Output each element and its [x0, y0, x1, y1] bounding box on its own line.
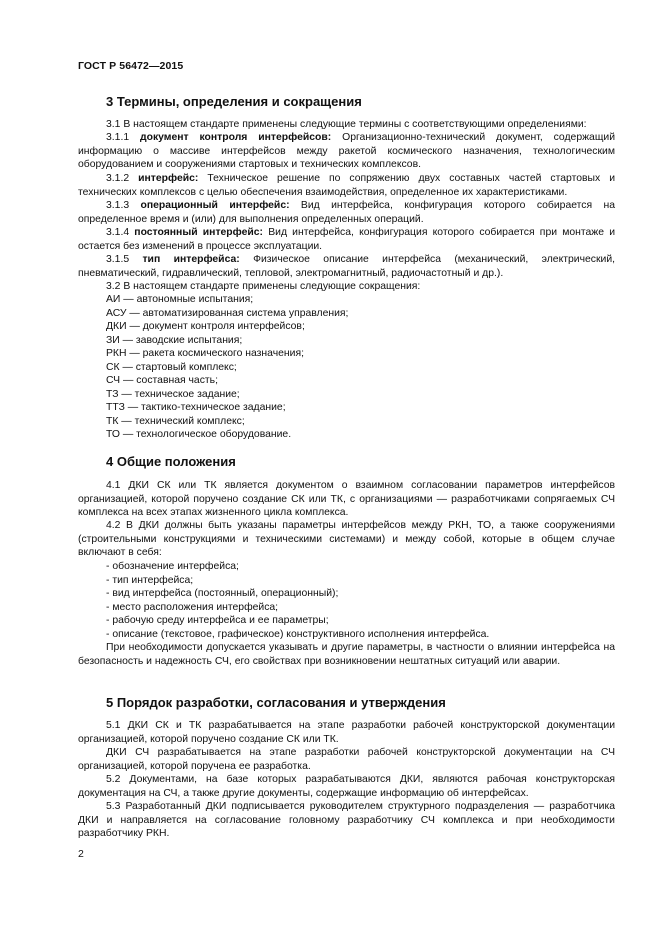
term-number: 3.1.5	[106, 254, 143, 265]
abbreviation-item: ЗИ — заводские испытания;	[106, 334, 243, 346]
paragraph-5-3: 5.3 Разработанный ДКИ подписывается руководителем структурного подразделения — разработчика ДКИ и направляется на согласование головному разработчику СЧ комплекса и при необходимости разработчику РКН.	[78, 801, 615, 839]
term-number: 3.1.4	[106, 227, 135, 238]
abbreviation-item: СЧ — составная часть;	[106, 375, 218, 386]
parameter-list-item: - рабочую среду интерфейса и ее параметры;	[106, 615, 329, 626]
parameter-list-item: - вид интерфейса (постоянный, операционный);	[106, 588, 339, 599]
paragraph-5-2: 5.2 Документами, на базе которых разрабатываются ДКИ, являются рабочая конструкторская документация на СЧ, а также другие документы, содержащие информацию об интерфейсах.	[78, 774, 615, 799]
section-4-title: 4 Общие положения	[106, 454, 236, 469]
term-3-1-2	[78, 172, 615, 199]
abbreviation-item: АИ — автономные испытания;	[106, 294, 254, 305]
term-name: постоянный интерфейс:	[134, 227, 264, 238]
term-3-1-1	[78, 131, 615, 172]
term-name: интерфейс:	[138, 173, 199, 184]
abbreviation-item: СК — стартовый комплекс;	[106, 361, 237, 373]
parameter-list-item: - тип интерфейса;	[106, 574, 194, 586]
term-definition: Физическое описание интерфейса (механический, электрический, пневматический, гидравлический, тепловой, электромагнитный, радиочастотный и др.).	[78, 254, 616, 279]
paragraph-5-1: 5.1 ДКИ СК и ТК разрабатывается на этапе разработки рабочей конструкторской документации организацией, которой поручено создание СК или ТК.	[78, 720, 615, 745]
section-3-title: 3 Термины, определения и сокращения	[106, 94, 362, 109]
term-definition: Вид интерфейса, конфигурация которого собирается при монтаже и остается без изменений в процессе эксплуатации.	[78, 227, 615, 252]
paragraph-4-2: 4.2 В ДКИ должны быть указаны параметры интерфейсов между РКН, ТО, а также сооружениями (строительными конструкциями и техническими системами) и между собой, которые в общем случае включают в себя:	[78, 520, 615, 558]
term-name: тип интерфейса:	[142, 254, 240, 265]
section-5-title: 5 Порядок разработки, согласования и утверждения	[106, 695, 446, 710]
parameter-list-item: - описание (текстовое, графическое) конструктивного исполнения интерфейса.	[106, 628, 490, 640]
abbreviation-item: ТО — технологическое оборудование.	[106, 429, 292, 440]
term-definition: Организационно-технический документ, содержащий информацию о массиве интерфейсов между ракетой космического назначения, технологическим оборудованием и сооружениями стартовых и технических комплексов.	[78, 132, 615, 170]
term-number: 3.1.3	[106, 200, 141, 211]
paragraph-4-1: 4.1 ДКИ СК или ТК является документом о взаимном согласовании параметров интерфейсов организацией, которой поручено создание СК или ТК, с организациями — разработчиками сопрягаемых СЧ комплекса на всех этапах жизненного цикла комплекса.	[78, 480, 615, 518]
parameter-list-item: - место расположения интерфейса;	[106, 601, 279, 613]
abbreviation-item: АСУ — автоматизированная система управления;	[106, 307, 349, 319]
paragraph-5-1-b: ДКИ СЧ разрабатывается на этапе разработки рабочей конструкторской документации на СЧ организацией, которой поручена ее разработка.	[78, 747, 615, 772]
term-number: 3.1.2	[106, 173, 139, 184]
parameter-list-item: - обозначение интерфейса;	[106, 561, 239, 572]
standard-header: ГОСТ Р 56472—2015	[78, 60, 184, 72]
abbreviation-item: ТЗ — техническое задание;	[106, 388, 240, 400]
term-number: 3.1.1	[106, 132, 140, 143]
term-definition: Вид интерфейса, конфигурация которого собирается на определенное время и (или) для выполнения определенных операций.	[78, 200, 616, 225]
term-3-1-4	[78, 226, 615, 253]
paragraph-3-1: 3.1 В настоящем стандарте применены следующие термины с соответствующими определениями:	[106, 119, 587, 130]
page-number: 2	[78, 848, 84, 860]
term-name: документ контроля интерфейсов:	[140, 132, 332, 143]
term-definition: Техническое решение по сопряжению двух составных частей стартовых и технических комплексов с целью обеспечения взаимодействия, определенное их характеристиками.	[78, 173, 616, 198]
paragraph-3-2: 3.2 В настоящем стандарте применены следующие сокращения:	[106, 281, 421, 292]
abbreviation-item: ТТЗ — тактико-техническое задание;	[106, 402, 286, 413]
term-3-1-3	[78, 199, 615, 226]
abbreviation-item: РКН — ракета космического назначения;	[106, 348, 304, 359]
abbreviation-item: ТК — технический комплекс;	[106, 415, 245, 427]
abbreviation-item: ДКИ — документ контроля интерфейсов;	[106, 321, 305, 332]
term-3-1-5	[78, 253, 615, 280]
term-name: операционный интерфейс:	[140, 200, 290, 211]
paragraph-4-extra: При необходимости допускается указывать и другие параметры, в частности о влиянии интерфейса на безопасность и надежность СЧ, его свойствах при возникновении нештатных ситуаций или аварии.	[78, 642, 615, 667]
